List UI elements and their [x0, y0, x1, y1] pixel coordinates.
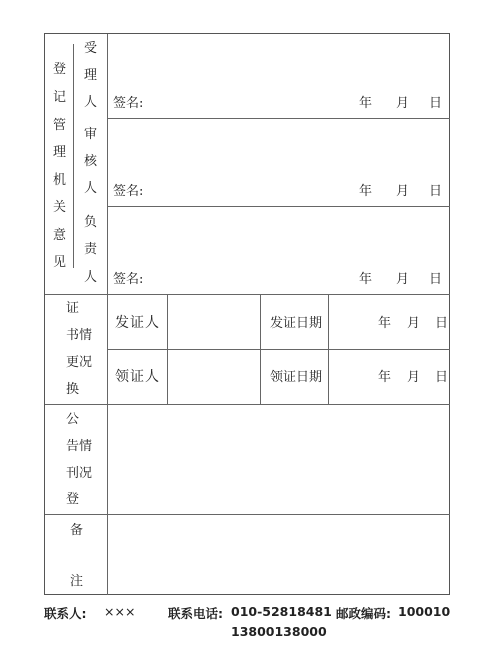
registration-label-char: 机 [53, 173, 67, 188]
signature-label: 签名: [113, 272, 144, 287]
date-month: 月 [407, 370, 421, 385]
role-label-char: 受 [84, 41, 98, 56]
receive-date-label: 领证日期 [270, 370, 323, 385]
certificate-label-line: 更况 [66, 355, 93, 370]
date-month: 月 [396, 184, 410, 199]
registration-label-char: 记 [53, 90, 67, 105]
registration-label-char: 关 [53, 200, 67, 215]
issue-date-label: 发证日期 [270, 316, 323, 331]
date-year: 年 [378, 370, 392, 385]
registration-label-char: 意 [53, 228, 67, 243]
divider [107, 206, 450, 207]
issuer-label: 发证人 [115, 315, 160, 331]
divider [260, 294, 261, 404]
date-month: 月 [396, 96, 410, 111]
divider [107, 34, 108, 595]
date-month: 月 [396, 272, 410, 287]
divider [107, 349, 450, 350]
divider [45, 514, 450, 515]
date-day: 日 [435, 316, 449, 331]
mobile-number: 13800138000 [231, 624, 327, 639]
role-label-char: 理 [84, 68, 98, 83]
publication-label-line: 告情 [66, 439, 93, 454]
role-label-char: 人 [84, 95, 98, 110]
date-year: 年 [378, 316, 392, 331]
remarks-label: 注 [70, 574, 84, 589]
registration-label-char: 见 [53, 255, 67, 270]
signature-label: 签名: [113, 96, 144, 111]
divider [107, 118, 450, 119]
date-day: 日 [429, 272, 443, 287]
certificate-label-line: 换 [66, 382, 80, 397]
postcode-label: 邮政编码: [336, 606, 391, 621]
role-label-char: 人 [84, 270, 98, 285]
divider [45, 294, 450, 295]
contact-label: 联系人: [44, 606, 87, 621]
divider [328, 294, 329, 404]
registration-label-char: 管 [53, 118, 67, 133]
role-label-char: 负 [84, 215, 98, 230]
signature-label: 签名: [113, 184, 144, 199]
postcode-value: 100010 [398, 604, 451, 619]
date-day: 日 [429, 184, 443, 199]
divider [45, 404, 450, 405]
date-year: 年 [359, 272, 373, 287]
role-label-char: 责 [84, 242, 98, 257]
role-label-char: 人 [84, 181, 98, 196]
certificate-label-line: 书情 [66, 328, 93, 343]
publication-label-line: 刊况 [66, 466, 93, 481]
registration-form [44, 33, 450, 595]
date-day: 日 [429, 96, 443, 111]
phone-label: 联系电话: [168, 606, 223, 621]
date-month: 月 [407, 316, 421, 331]
remarks-label: 备 [70, 523, 84, 538]
role-label-char: 审 [84, 127, 98, 142]
receiver-label: 领证人 [115, 369, 160, 385]
publication-label-line: 公 [66, 412, 80, 427]
divider [167, 294, 168, 404]
registration-label-char: 理 [53, 145, 67, 160]
role-label-char: 核 [84, 154, 98, 169]
certificate-label-line: 证 [66, 301, 80, 316]
divider [73, 44, 74, 268]
date-year: 年 [359, 184, 373, 199]
contact-value: ××× [104, 604, 136, 619]
date-day: 日 [435, 370, 449, 385]
date-year: 年 [359, 96, 373, 111]
publication-label-line: 登 [66, 492, 80, 507]
registration-label-char: 登 [53, 62, 67, 77]
phone-value: 010-52818481 [231, 604, 332, 619]
